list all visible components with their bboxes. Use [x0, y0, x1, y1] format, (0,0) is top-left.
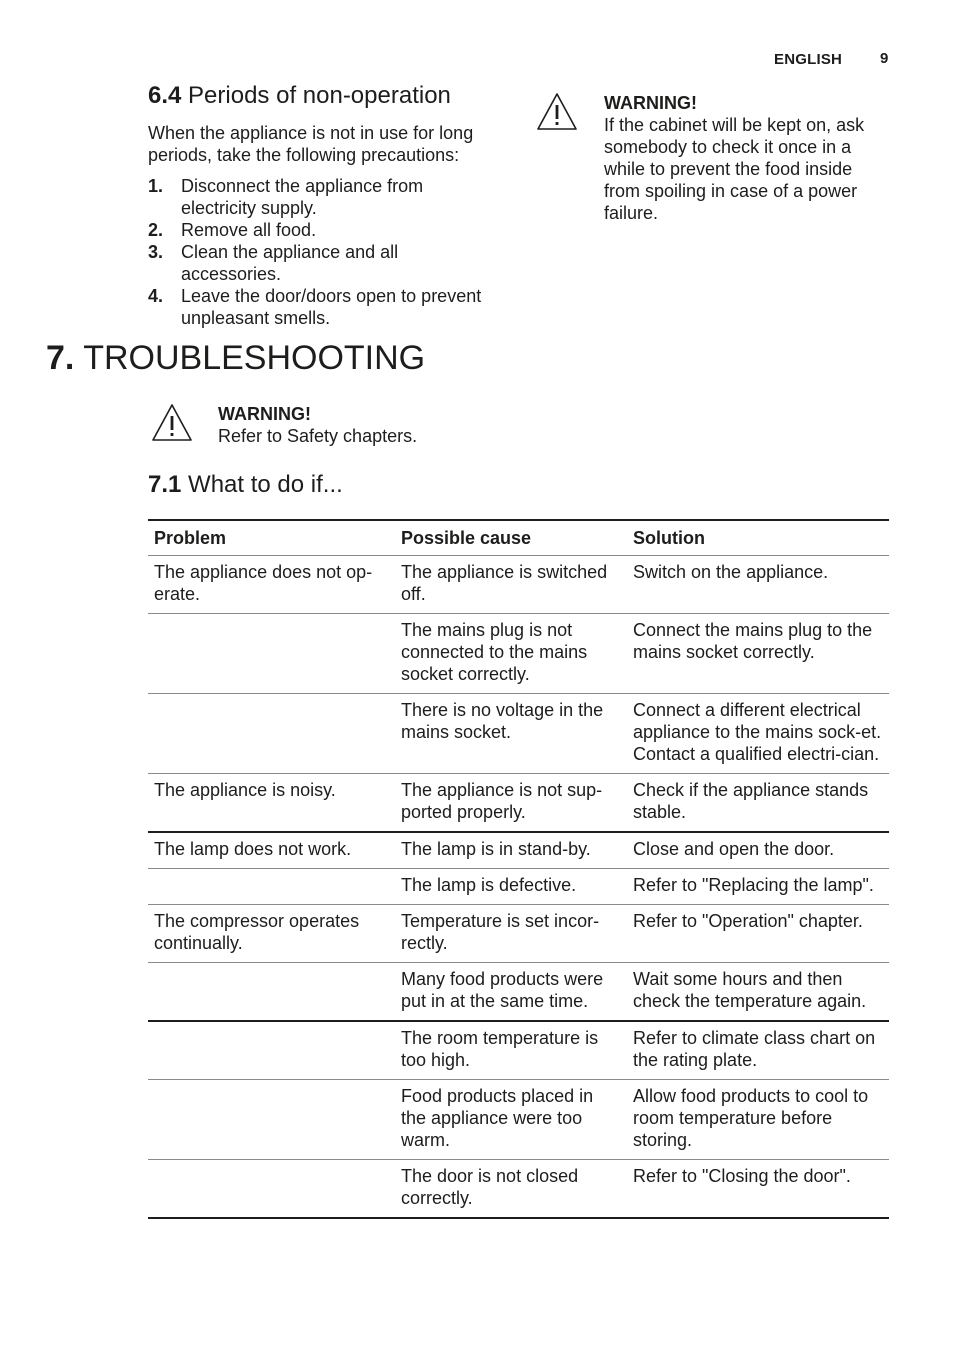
problem-cell [148, 1021, 395, 1080]
problem-cell: The appliance is noisy. [148, 774, 395, 833]
table-row [148, 1160, 889, 1219]
section-title: What to do if... [188, 471, 343, 498]
problem-cell [148, 1160, 395, 1219]
cause-cell: The mains plug is not connected to the mains socket correctly. [395, 614, 627, 694]
solution-cell: Close and open the door. [627, 832, 889, 869]
list-item-number: 1. [148, 176, 164, 196]
table-row [148, 905, 889, 963]
problem-cell [148, 963, 395, 1022]
section-number: 7.1 [148, 471, 182, 498]
chapter-number: 7. [46, 339, 75, 377]
warning-label: WARNING! [218, 404, 311, 424]
list-item [148, 219, 503, 241]
warning-triangle-icon [151, 403, 193, 443]
chapter-title-text: TROUBLESHOOTING [83, 339, 426, 377]
list-item-number: 2. [148, 220, 164, 240]
cause-cell: The appliance is not sup-ported properly. [395, 774, 627, 833]
problem-cell: The lamp does not work. [148, 832, 395, 869]
table-row [148, 694, 889, 774]
problem-cell: The appliance does not op-erate. [148, 556, 395, 614]
list-item-text: Remove all food. [181, 220, 317, 240]
precautions-list [148, 175, 503, 329]
solution-cell: Refer to "Closing the door". [627, 1160, 889, 1219]
cause-cell: The lamp is defective. [395, 869, 627, 905]
warning-label: WARNING! [604, 93, 697, 113]
cause-cell: The room temperature is too high. [395, 1021, 627, 1080]
section-heading-what-to-do-if [148, 471, 343, 499]
list-item-number: 3. [148, 242, 164, 262]
column-header-solution: Solution [627, 520, 889, 556]
table-row [148, 832, 889, 869]
warning-text: Refer to Safety chapters. [218, 426, 418, 446]
solution-cell: Refer to climate class chart on the rating plate. [627, 1021, 889, 1080]
solution-cell: Wait some hours and then check the temperature again. [627, 963, 889, 1022]
cause-cell: The lamp is in stand-by. [395, 832, 627, 869]
table-row [148, 1021, 889, 1080]
section-intro: When the appliance is not in use for long periods, take the following precautions: [148, 123, 474, 165]
table-row [148, 556, 889, 614]
problem-cell [148, 694, 395, 774]
list-item-text: Leave the door/doors open to prevent unpleasant smells. [181, 286, 482, 328]
section-title: Periods of non-operation [188, 82, 451, 109]
solution-cell: Switch on the appliance. [627, 556, 889, 614]
problem-cell [148, 614, 395, 694]
table-row [148, 1080, 889, 1160]
cause-cell: Temperature is set incor-rectly. [395, 905, 627, 963]
page-number: 9 [880, 50, 889, 67]
cause-cell: The appliance is switched off. [395, 556, 627, 614]
table-row [148, 963, 889, 1022]
cause-cell: Many food products were put in at the same time. [395, 963, 627, 1022]
warning-block-power-failure [536, 92, 866, 224]
cause-cell: There is no voltage in the mains socket. [395, 694, 627, 774]
column-header-possible-cause: Possible cause [395, 520, 627, 556]
list-item [148, 285, 503, 329]
table-row [148, 614, 889, 694]
problem-cell [148, 869, 395, 905]
list-item [148, 241, 503, 285]
list-item-text: Disconnect the appliance from electricity supply. [181, 176, 424, 218]
table-row [148, 774, 889, 833]
list-item [148, 175, 503, 219]
solution-cell: Check if the appliance stands stable. [627, 774, 889, 833]
section-periods-of-non-operation [148, 82, 503, 329]
header-language: ENGLISH [774, 51, 843, 68]
section-heading [148, 82, 503, 110]
cause-cell: The door is not closed correctly. [395, 1160, 627, 1219]
solution-cell: Refer to "Replacing the lamp". [627, 869, 889, 905]
solution-cell: Refer to "Operation" chapter. [627, 905, 889, 963]
solution-cell: Allow food products to cool to room temperature before storing. [627, 1080, 889, 1160]
section-number: 6.4 [148, 82, 182, 109]
table-row [148, 869, 889, 905]
solution-cell: Connect the mains plug to the mains socket correctly. [627, 614, 889, 694]
warning-block-safety [151, 403, 551, 447]
cause-cell: Food products placed in the appliance were too warm. [395, 1080, 627, 1160]
problem-cell: The compressor operates continually. [148, 905, 395, 963]
list-item-text: Clean the appliance and all accessories. [181, 242, 399, 284]
problem-cell [148, 1080, 395, 1160]
warning-triangle-icon [536, 92, 578, 132]
troubleshooting-table [148, 519, 889, 1219]
table-header-row [148, 520, 889, 556]
warning-text: If the cabinet will be kept on, ask somebody to check it once in a while to prevent the food inside from spoiling in case of a power failure. [604, 115, 865, 223]
list-item-number: 4. [148, 286, 164, 306]
solution-cell: Connect a different electrical appliance to the mains sock-et. Contact a qualified electri-cian. [627, 694, 889, 774]
chapter-title [46, 338, 425, 378]
column-header-problem: Problem [148, 520, 395, 556]
